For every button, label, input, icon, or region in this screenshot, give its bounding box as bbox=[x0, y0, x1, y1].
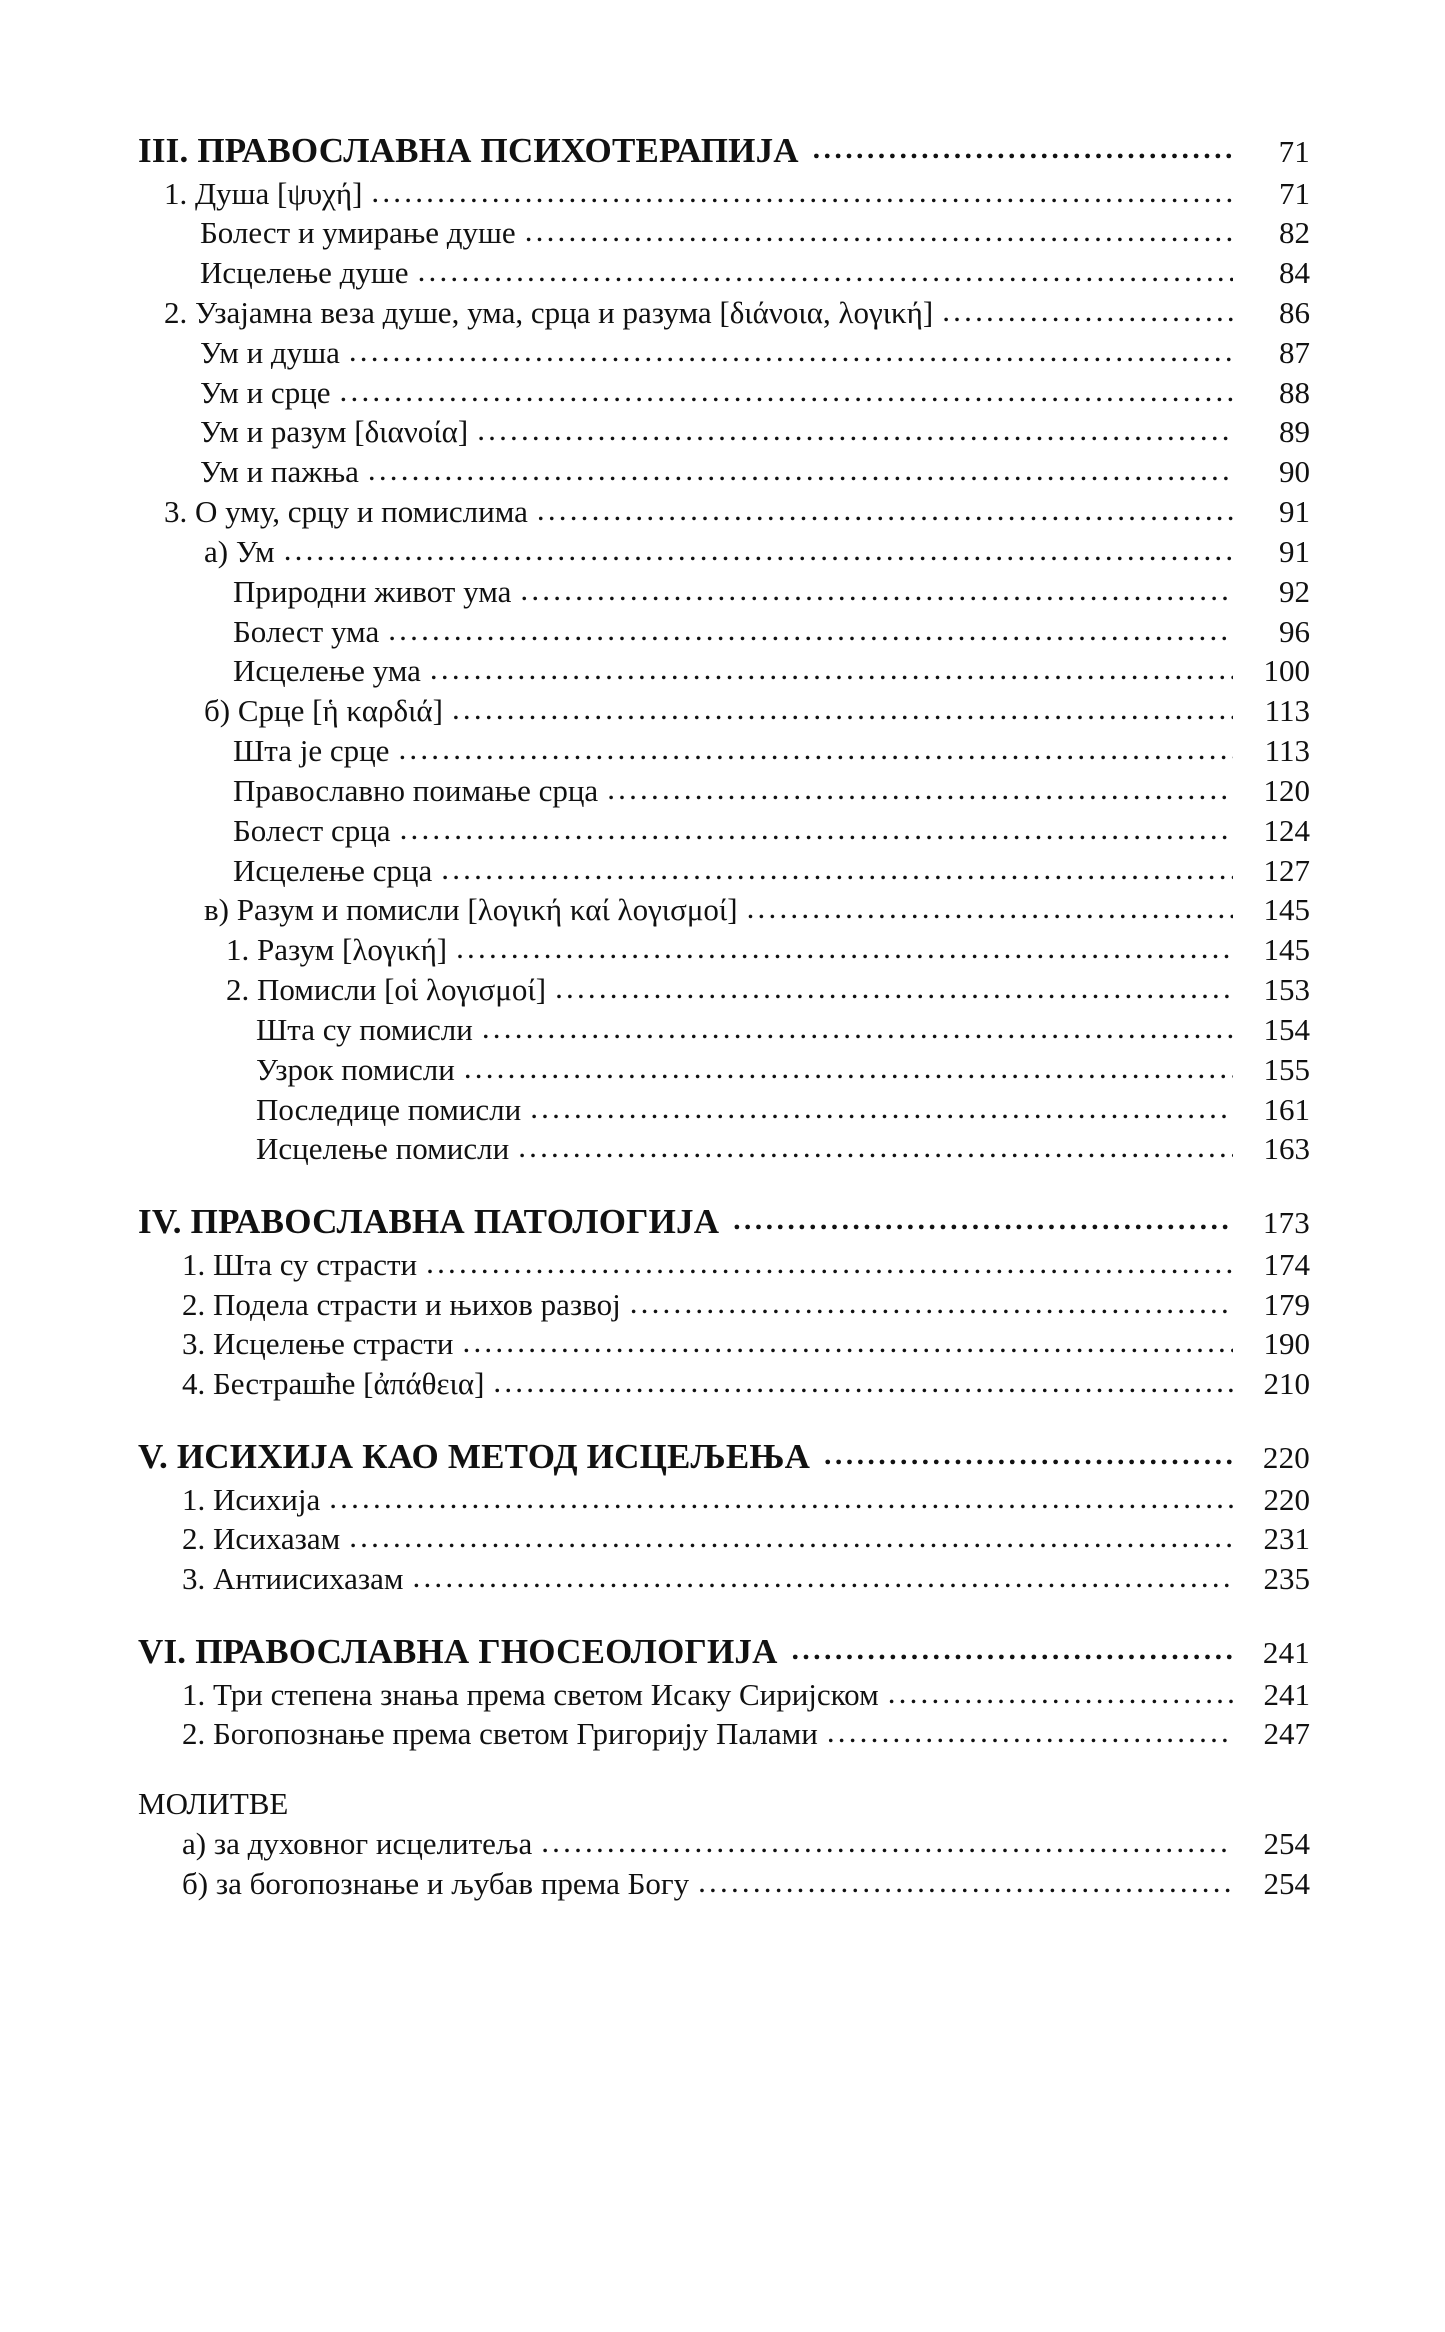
toc-entry-2-исихазам[interactable] bbox=[138, 1519, 1310, 1559]
toc-dot-leader bbox=[413, 1557, 1233, 1597]
toc-entry-label: 1. Душа [ψυχή] bbox=[164, 175, 363, 211]
toc-entry-page-number: 153 bbox=[1263, 972, 1310, 1008]
toc-entry-page-number: 113 bbox=[1264, 733, 1310, 769]
toc-dot-leader bbox=[518, 1127, 1233, 1167]
toc-entry-label: 2. Помисли [οἱ λογισμοί] bbox=[226, 972, 547, 1008]
toc-entry-page-number: 120 bbox=[1263, 772, 1310, 808]
toc-dot-leader bbox=[824, 1437, 1233, 1475]
toc-entry-page-number: 163 bbox=[1263, 1131, 1310, 1167]
toc-dot-leader bbox=[426, 1243, 1233, 1283]
toc-entry-православно-поимање-срца[interactable] bbox=[138, 771, 1310, 811]
toc-entry-шта-су-помисли[interactable] bbox=[138, 1010, 1310, 1050]
toc-entry-1-шта-су-страсти[interactable] bbox=[138, 1245, 1310, 1285]
toc-dot-leader bbox=[698, 1862, 1233, 1902]
toc-entry-label: 2. Исихазам bbox=[182, 1521, 341, 1557]
toc-entry-page-number: 113 bbox=[1264, 693, 1310, 729]
toc-entry-page-number: 96 bbox=[1279, 613, 1310, 649]
toc-entry-3-антиисихазам[interactable] bbox=[138, 1559, 1310, 1599]
toc-dot-leader bbox=[525, 211, 1233, 251]
toc-entry-page-number: 145 bbox=[1263, 932, 1310, 968]
toc-dot-leader bbox=[477, 410, 1233, 450]
toc-entry-page-number: 91 bbox=[1279, 533, 1310, 569]
toc-entry-v-исихија-као-метод-исцељења[interactable] bbox=[138, 1434, 1310, 1480]
toc-entry-page-number: 247 bbox=[1263, 1716, 1310, 1752]
toc-dot-leader bbox=[493, 1362, 1233, 1402]
toc-entry-болест-срца[interactable] bbox=[138, 811, 1310, 851]
toc-dot-leader bbox=[813, 131, 1233, 169]
toc-entry-page-number: 190 bbox=[1263, 1326, 1310, 1362]
toc-entry-label: Болест срца bbox=[233, 812, 391, 848]
toc-entry-б-за-богопознање-и-љубав-према-богу[interactable] bbox=[138, 1864, 1310, 1904]
toc-dot-leader bbox=[792, 1632, 1233, 1670]
toc-entry-page-number: 92 bbox=[1279, 573, 1310, 609]
toc-dot-leader bbox=[284, 530, 1233, 570]
toc-dot-leader bbox=[537, 490, 1233, 530]
toc-entry-label: 4. Бестрашће [ἀπάθεια] bbox=[182, 1366, 485, 1402]
toc-entry-label: Болест ума bbox=[233, 613, 380, 649]
toc-entry-label: V. ИСИХИЈА КАО МЕТОД ИСЦЕЉЕЊА bbox=[138, 1437, 811, 1477]
toc-entry-page-number: 241 bbox=[1262, 1635, 1310, 1670]
toc-entry-page-number: 71 bbox=[1279, 175, 1310, 211]
toc-entry-label: Исцелење помисли bbox=[256, 1131, 510, 1167]
toc-dot-leader bbox=[388, 610, 1233, 650]
toc-entry-vi-православна-гносеологија[interactable] bbox=[138, 1629, 1310, 1675]
toc-entry-2-узајамна-веза-душе-ума-срца-и-разума-διάνοια-λ[interactable] bbox=[138, 293, 1310, 333]
toc-entry-page-number: 254 bbox=[1263, 1866, 1310, 1902]
toc-entry-последице-помисли[interactable] bbox=[138, 1090, 1310, 1130]
toc-dot-leader bbox=[430, 649, 1233, 689]
toc-entry-label: Шта су помисли bbox=[256, 1011, 473, 1047]
toc-entry-label: а) за духовног исцелитеља bbox=[182, 1826, 533, 1862]
toc-dot-leader bbox=[398, 729, 1233, 769]
toc-entry-label: 2. Богопознање према светом Григорију Палами bbox=[182, 1716, 818, 1752]
toc-dot-leader bbox=[368, 450, 1233, 490]
toc-entry-page-number: 231 bbox=[1263, 1521, 1310, 1557]
toc-dot-leader bbox=[630, 1283, 1233, 1323]
toc-entry-label: 2. Подела страсти и њихов развој bbox=[182, 1286, 621, 1322]
toc-entry-в-разум-и-помисли-λογική-καί-λογισμοί[interactable] bbox=[138, 890, 1310, 930]
toc-entry-label: Исцелење душе bbox=[200, 255, 409, 291]
toc-entry-label: Исцелење ума bbox=[233, 653, 421, 689]
toc-entry-label: 1. Три степена знања према светом Исаку Сиријском bbox=[182, 1676, 879, 1712]
toc-entry-label: в) Разум и помисли [λογική καί λογισμοί] bbox=[204, 892, 738, 928]
toc-entry-ум-и-разум-διανοία[interactable] bbox=[138, 412, 1310, 452]
toc-dot-leader bbox=[555, 968, 1233, 1008]
toc-entry-page-number: 145 bbox=[1263, 892, 1310, 928]
toc-entry-ум-и-срце[interactable] bbox=[138, 373, 1310, 413]
toc-entry-label: 3. Исцелење страсти bbox=[182, 1326, 454, 1362]
toc-entry-3-исцелење-страсти[interactable] bbox=[138, 1324, 1310, 1364]
toc-entry-болест-и-умирање-душе[interactable] bbox=[138, 213, 1310, 253]
toc-entry-page-number: 241 bbox=[1263, 1676, 1310, 1712]
toc-entry-label: а) Ум bbox=[204, 533, 275, 569]
toc-entry-label: IV. ПРАВОСЛАВНА ПАТОЛОГИЈА bbox=[138, 1202, 720, 1242]
toc-dot-leader bbox=[349, 331, 1233, 371]
toc-entry-page-number: 154 bbox=[1263, 1011, 1310, 1047]
toc-dot-leader bbox=[371, 172, 1233, 212]
toc-entry-page-number: 161 bbox=[1263, 1091, 1310, 1127]
toc-entry-label: МОЛИТВЕ bbox=[138, 1786, 289, 1822]
toc-entry-label: 1. Разум [λογική] bbox=[226, 932, 448, 968]
table-of-contents bbox=[138, 128, 1310, 1904]
toc-entry-2-подела-страсти-и-њихов-развој[interactable] bbox=[138, 1285, 1310, 1325]
toc-entry-label: Узрок помисли bbox=[256, 1051, 455, 1087]
toc-entry-а-ум[interactable] bbox=[138, 532, 1310, 572]
toc-entry-ум-и-пажња[interactable] bbox=[138, 452, 1310, 492]
toc-entry-label: б) Срце [ἡ καρδιά] bbox=[204, 693, 443, 729]
toc-entry-исцелење-срца[interactable] bbox=[138, 851, 1310, 891]
toc-dot-leader bbox=[520, 570, 1233, 610]
toc-dot-leader bbox=[733, 1202, 1233, 1240]
toc-entry-исцелење-помисли[interactable] bbox=[138, 1129, 1310, 1169]
toc-entry-page-number: 91 bbox=[1279, 494, 1310, 530]
toc-entry-page-number: 210 bbox=[1263, 1366, 1310, 1402]
toc-entry-iv-православна-патологија[interactable] bbox=[138, 1199, 1310, 1245]
toc-entry-page-number: 155 bbox=[1263, 1051, 1310, 1087]
toc-entry-page-number: 87 bbox=[1279, 334, 1310, 370]
toc-entry-б-срце-ἡ-καρδιά[interactable] bbox=[138, 691, 1310, 731]
toc-dot-leader bbox=[400, 809, 1233, 849]
toc-dot-leader bbox=[888, 1673, 1233, 1713]
toc-entry-page-number: 127 bbox=[1263, 852, 1310, 888]
toc-entry-page-number: 124 bbox=[1263, 812, 1310, 848]
toc-entry-болест-ума[interactable] bbox=[138, 612, 1310, 652]
toc-entry-label: Исцелење срца bbox=[233, 852, 433, 888]
toc-entry-page-number: 220 bbox=[1263, 1481, 1310, 1517]
toc-entry-page-number: 82 bbox=[1279, 215, 1310, 251]
toc-entry-исцелење-душе[interactable] bbox=[138, 253, 1310, 293]
toc-entry-page-number: 235 bbox=[1263, 1561, 1310, 1597]
toc-entry-page-number: 88 bbox=[1279, 374, 1310, 410]
toc-entry-label: Шта је срце bbox=[233, 733, 390, 769]
toc-entry-1-три-степена-знања-према-светом-исаку-сиријском[interactable] bbox=[138, 1675, 1310, 1715]
toc-entry-3-о-уму-срцу-и-помислима[interactable] bbox=[138, 492, 1310, 532]
toc-dot-leader bbox=[452, 689, 1233, 729]
toc-entry-label: Ум и пажња bbox=[200, 454, 359, 490]
toc-entry-label: 2. Узајамна веза душе, ума, срца и разума [διάνοια, λογική] bbox=[164, 294, 934, 330]
toc-entry-1-разум-λογική[interactable] bbox=[138, 930, 1310, 970]
toc-entry-label: VI. ПРАВОСЛАВНА ГНОСЕОЛОГИЈА bbox=[138, 1632, 778, 1671]
toc-entry-page-number: 254 bbox=[1263, 1826, 1310, 1862]
toc-entry-молитве[interactable] bbox=[138, 1784, 1310, 1824]
toc-entry-исцелење-ума[interactable] bbox=[138, 651, 1310, 691]
toc-entry-label: 3. О уму, срцу и помислима bbox=[164, 494, 528, 530]
toc-entry-page-number: 84 bbox=[1279, 255, 1310, 291]
toc-dot-leader bbox=[827, 1712, 1233, 1752]
toc-entry-label: б) за богопознање и љубав према Богу bbox=[182, 1866, 690, 1902]
toc-entry-узрок-помисли[interactable] bbox=[138, 1050, 1310, 1090]
toc-entry-1-исихија[interactable] bbox=[138, 1480, 1310, 1520]
toc-dot-leader bbox=[418, 251, 1233, 291]
toc-entry-label: Болест и умирање душе bbox=[200, 215, 516, 251]
toc-entry-ум-и-душа[interactable] bbox=[138, 333, 1310, 373]
toc-entry-page-number: 100 bbox=[1263, 653, 1310, 689]
toc-dot-leader bbox=[942, 291, 1233, 331]
toc-entry-label: 1. Шта су страсти bbox=[182, 1246, 418, 1282]
toc-entry-2-помисли-οἱ-λογισμοί[interactable] bbox=[138, 970, 1310, 1010]
toc-entry-а-за-духовног-исцелитеља[interactable] bbox=[138, 1824, 1310, 1864]
toc-entry-page-number: 86 bbox=[1279, 294, 1310, 330]
toc-entry-label: Ум и разум [διανοία] bbox=[200, 414, 469, 450]
toc-dot-leader bbox=[747, 888, 1233, 928]
toc-entry-page-number: 173 bbox=[1262, 1205, 1310, 1241]
toc-entry-page-number: 179 bbox=[1263, 1286, 1310, 1322]
toc-entry-label: Ум и душа bbox=[200, 334, 340, 370]
toc-entry-4-бестрашће-ἀπάθεια[interactable] bbox=[138, 1364, 1310, 1404]
toc-entry-label: III. ПРАВОСЛАВНА ПСИХОТЕРАПИЈА bbox=[138, 131, 799, 170]
toc-entry-iii-православна-психотерапија[interactable] bbox=[138, 128, 1310, 174]
toc-entry-page-number: 174 bbox=[1263, 1246, 1310, 1282]
toc-entry-label: Ум и срце bbox=[200, 374, 331, 410]
toc-dot-leader bbox=[340, 371, 1233, 411]
toc-entry-2-богопознање-према-светом-григорију-палами[interactable] bbox=[138, 1714, 1310, 1754]
toc-dot-leader bbox=[349, 1517, 1233, 1557]
toc-dot-leader bbox=[530, 1088, 1233, 1128]
toc-entry-page-number: 90 bbox=[1279, 454, 1310, 490]
toc-entry-label: Православно поимање срца bbox=[233, 772, 599, 808]
toc-entry-page-number: 71 bbox=[1278, 134, 1310, 169]
toc-entry-label: Последице помисли bbox=[256, 1091, 522, 1127]
toc-entry-label: 3. Антиисихазам bbox=[182, 1561, 404, 1597]
toc-dot-leader bbox=[464, 1048, 1233, 1088]
toc-entry-page-number: 220 bbox=[1262, 1440, 1310, 1476]
toc-dot-leader bbox=[463, 1322, 1234, 1362]
toc-entry-label: Природни живот ума bbox=[233, 573, 512, 609]
toc-dot-leader bbox=[541, 1822, 1233, 1862]
toc-dot-leader bbox=[482, 1008, 1233, 1048]
toc-entry-page-number: 89 bbox=[1279, 414, 1310, 450]
toc-entry-шта-је-срце[interactable] bbox=[138, 731, 1310, 771]
toc-dot-leader bbox=[441, 849, 1233, 889]
toc-entry-1-душа-ψυχή[interactable] bbox=[138, 174, 1310, 214]
toc-entry-label: 1. Исихија bbox=[182, 1481, 321, 1517]
toc-dot-leader bbox=[329, 1478, 1233, 1518]
toc-entry-природни-живот-ума[interactable] bbox=[138, 572, 1310, 612]
toc-dot-leader bbox=[456, 928, 1233, 968]
toc-dot-leader bbox=[607, 769, 1233, 809]
